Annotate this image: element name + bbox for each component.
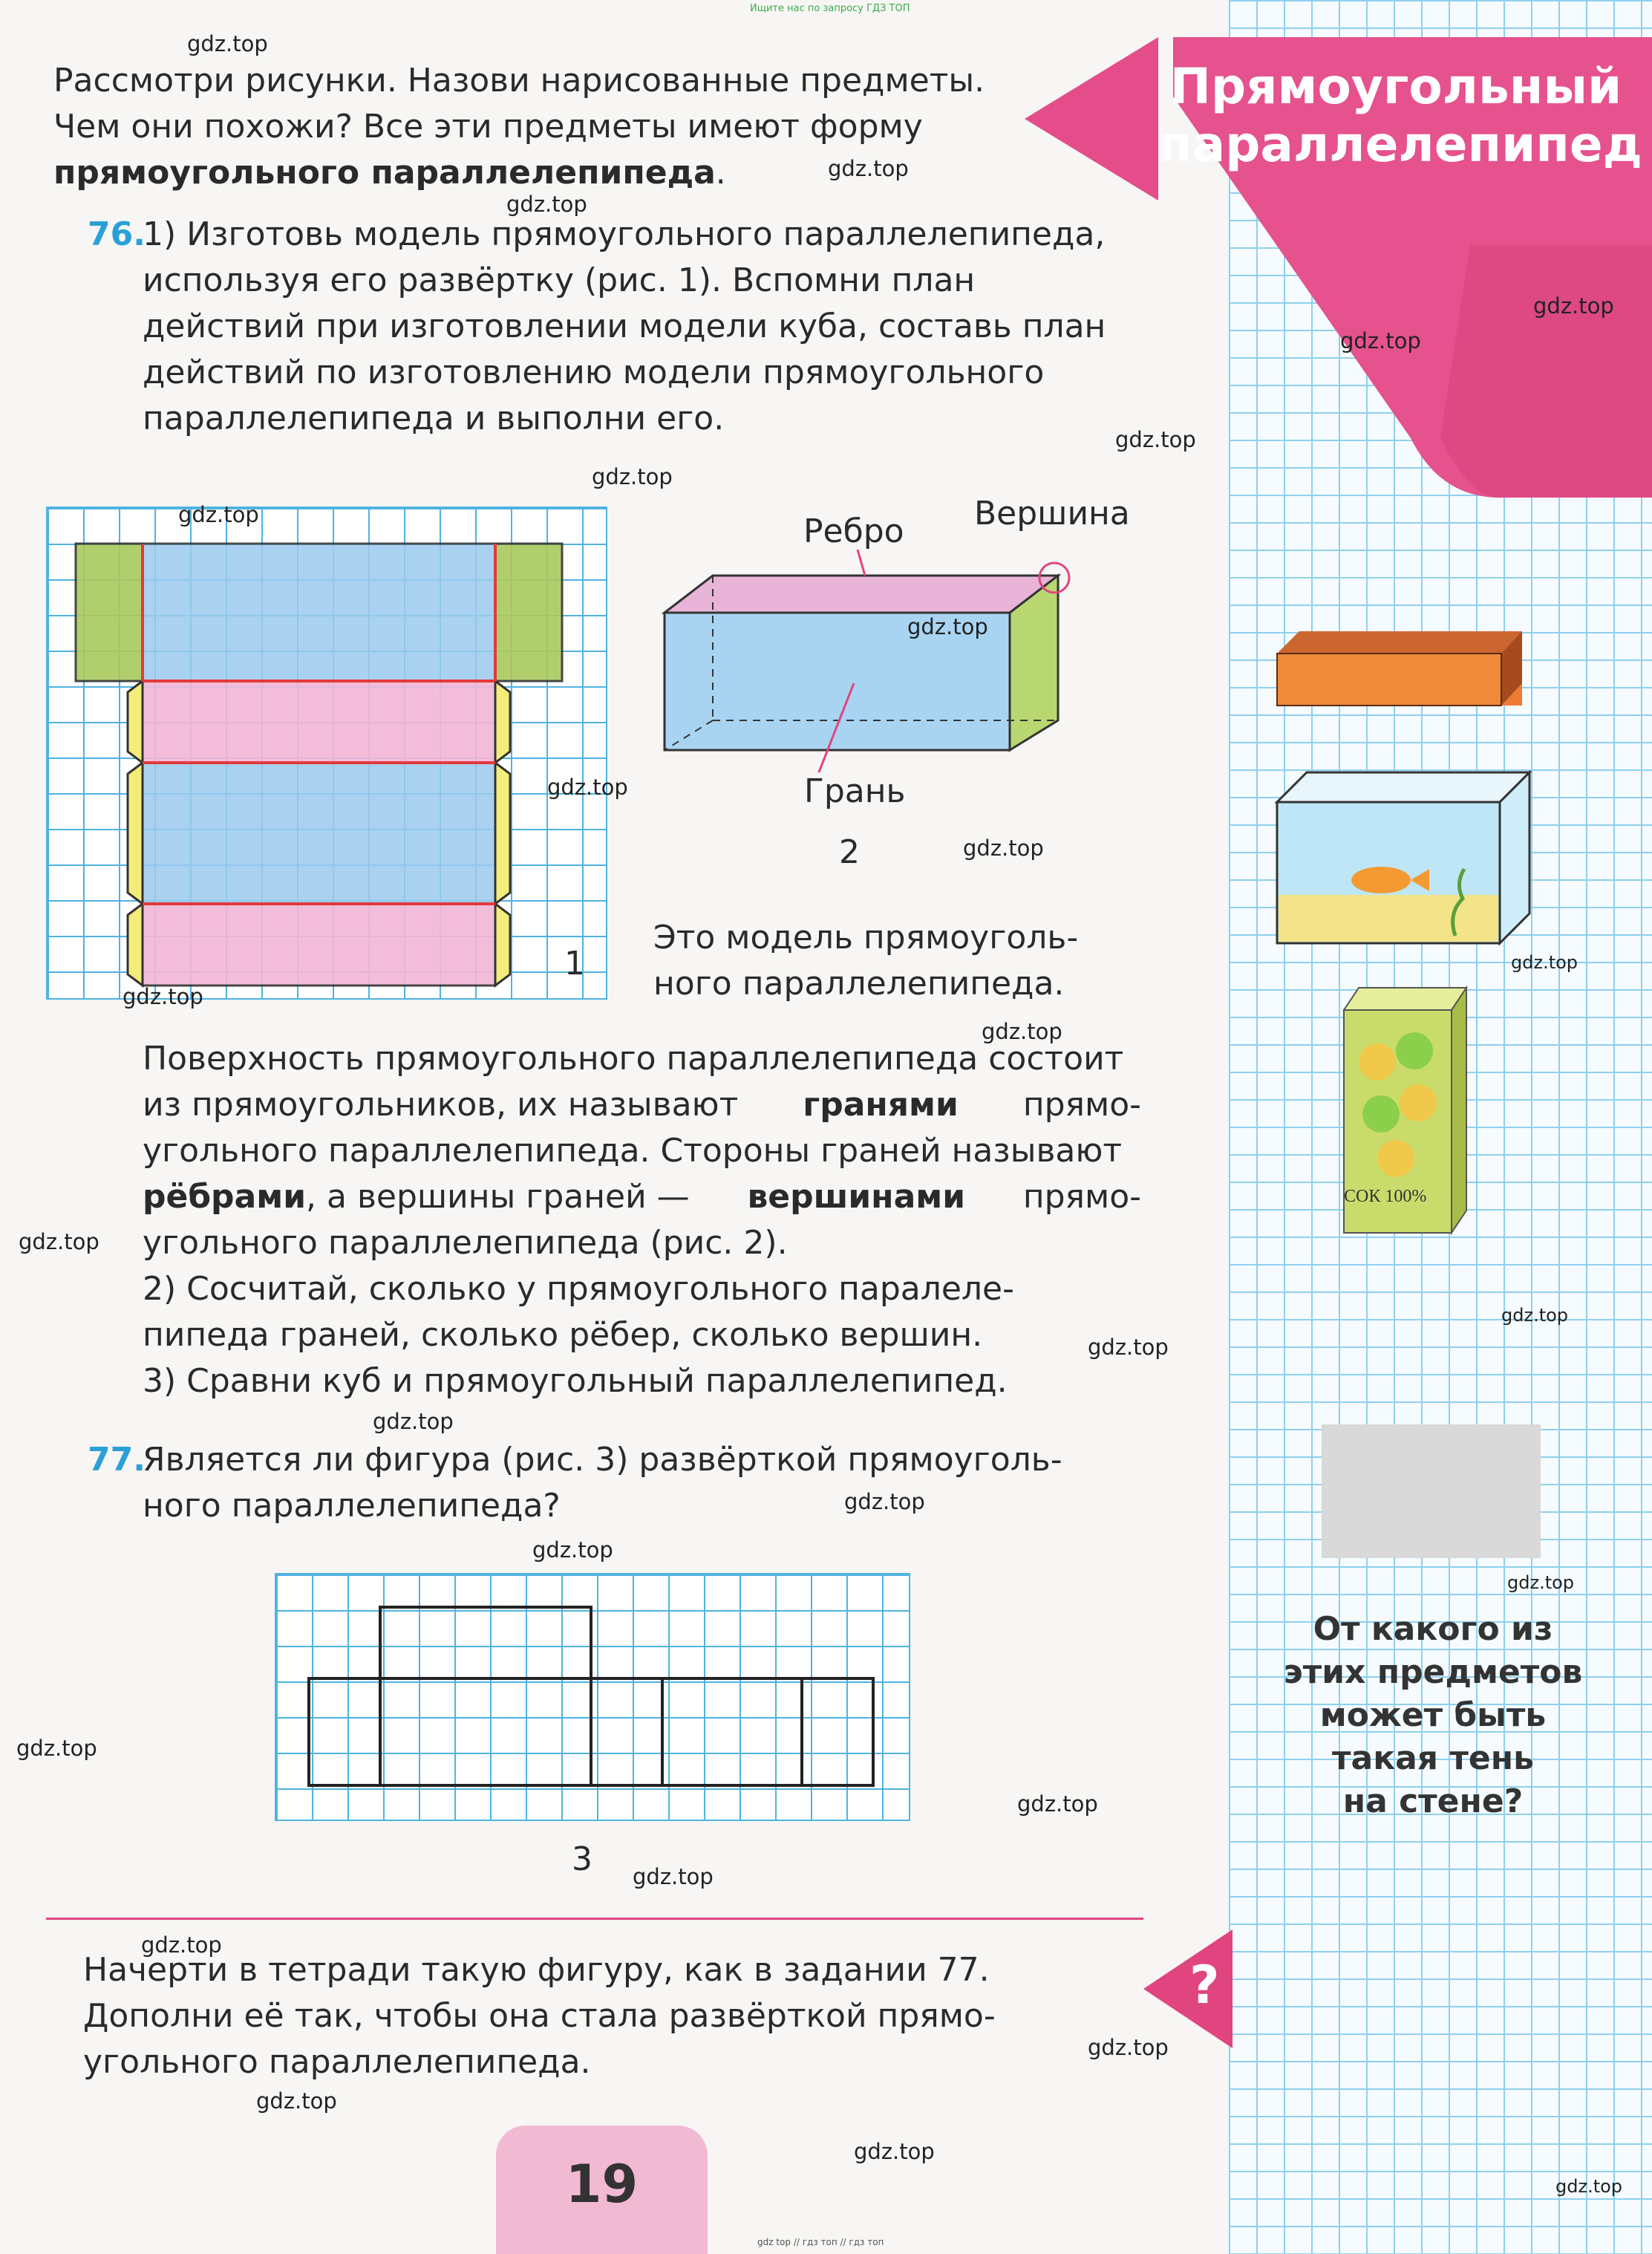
watermark: gdz.top: [963, 836, 1044, 861]
watermark: gdz.top: [1088, 1335, 1169, 1360]
bottom-note: gdz top // гдз топ // гдз топ: [757, 2237, 884, 2247]
task-76-line: действий при изготовлении модели куба, составь план: [143, 307, 1106, 345]
figure-2-label: 2: [839, 833, 860, 871]
aquarium-icon: [1270, 765, 1537, 951]
footer-task: [83, 1947, 1108, 2085]
term-vertices: вершинами: [747, 1178, 966, 1216]
model-caption-line: ного параллелепипеда.: [653, 965, 1065, 1003]
surface-line-8: 3) Сравни куб и прямоугольный параллелепипед.: [143, 1362, 1008, 1400]
task-77-line-2: ного параллелепипеда?: [143, 1487, 561, 1525]
footer-line-2: Дополни её так, чтобы она стала развёрткой прямо-: [83, 1997, 996, 2035]
juice-label: СОК 100%: [1344, 1187, 1427, 1206]
section-title: [1158, 58, 1642, 174]
sidebar-question-line: на стене?: [1342, 1782, 1524, 1820]
figure-3-shape: [275, 1573, 913, 1825]
model-caption-line: Это модель прямоуголь-: [653, 919, 1079, 957]
task-77-text: [143, 1437, 1141, 1529]
footer-line-1: Начерти в тетради такую фигуру, как в задании 77.: [83, 1951, 990, 1989]
watermark: gdz.top: [141, 1932, 222, 1958]
watermark: gdz.top: [1507, 1572, 1575, 1593]
figure-1-label: 1: [564, 945, 585, 983]
sidebar-question-line: такая тень: [1332, 1739, 1534, 1777]
watermark: gdz.top: [187, 31, 268, 56]
watermark: gdz.top: [178, 502, 259, 527]
footer-divider: [46, 1918, 1143, 1920]
watermark: gdz.top: [1511, 952, 1578, 973]
watermark: gdz.top: [907, 614, 988, 639]
task-76-line: параллелепипеда и выполни его.: [143, 400, 725, 437]
face-label: Грань: [804, 772, 906, 810]
watermark: gdz.top: [1115, 427, 1196, 452]
term-edges: рёбрами: [143, 1178, 307, 1216]
watermark: gdz.top: [19, 1229, 99, 1254]
task-76-line: действий по изготовлению модели прямоугольного: [143, 354, 1045, 391]
surface-line-2c: прямо-: [1022, 1086, 1141, 1124]
intro-bold-term: прямоугольного параллелепипеда: [53, 154, 716, 192]
surface-line-4b: , а вершины граней —: [306, 1178, 690, 1216]
sidebar-question-line: этих предметов: [1283, 1653, 1583, 1691]
watermark: gdz.top: [854, 2139, 935, 2164]
watermark: gdz.top: [123, 984, 203, 1009]
task-76-number: 76.: [88, 215, 146, 253]
watermark: gdz.top: [1555, 2176, 1623, 2197]
shadow-rectangle: [1322, 1424, 1541, 1558]
brick-icon: [1270, 624, 1529, 713]
surface-line-3: угольного параллелепипеда. Стороны граней называют: [143, 1132, 1123, 1170]
figure-3-label: 3: [572, 1840, 592, 1878]
watermark: gdz.top: [844, 1489, 925, 1514]
watermark: gdz.top: [1533, 293, 1614, 319]
surface-line-2a: из прямоугольников, их называют: [143, 1086, 739, 1124]
watermark: gdz.top: [256, 2088, 337, 2114]
watermark: gdz.top: [633, 1864, 714, 1889]
watermark: gdz.top: [547, 775, 628, 800]
watermark: gdz.top: [1088, 2035, 1169, 2060]
watermark: gdz.top: [16, 1736, 97, 1761]
model-caption: [653, 915, 1143, 1007]
term-faces: гранями: [803, 1086, 959, 1124]
sidebar-question-line: может быть: [1319, 1696, 1547, 1734]
task-77-number: 77.: [88, 1441, 146, 1479]
footer-line-3: угольного параллелепипеда.: [83, 2043, 591, 2081]
figure-2-box: [653, 550, 1084, 772]
question-mark-icon: ?: [1189, 1955, 1220, 2016]
task-77-line-1: Является ли фигура (рис. 3) развёрткой прямоуголь-: [143, 1441, 1062, 1479]
title-line-1: Прямоугольный: [1169, 58, 1622, 115]
surface-line-1: Поверхность прямоугольного параллелепипеда состоит: [143, 1040, 1124, 1078]
watermark: gdz.top: [828, 156, 909, 181]
surface-paragraph: [143, 1036, 1141, 1404]
intro-line-2: Чем они похожи? Все эти предметы имеют форму: [53, 108, 923, 146]
sidebar-question-line: От какого из: [1313, 1610, 1553, 1648]
sidebar-question: [1262, 1608, 1604, 1823]
task-76-text: [143, 212, 1141, 442]
task-76-line: используя его развёртку (рис. 1). Вспомни план: [143, 261, 976, 299]
watermark: gdz.top: [373, 1409, 454, 1434]
watermark: gdz.top: [1501, 1305, 1569, 1326]
intro-line-1: Рассмотри рисунки. Назови нарисованные предметы.: [53, 62, 985, 100]
figure-1-net: [46, 507, 610, 1004]
vertex-label: Вершина: [974, 495, 1130, 532]
surface-line-4d: прямо-: [1022, 1178, 1141, 1216]
surface-line-6: 2) Сосчитай, сколько у прямоугольного паралеле-: [143, 1270, 1014, 1308]
watermark: gdz.top: [506, 192, 587, 217]
watermark: gdz.top: [1017, 1791, 1098, 1817]
top-note: Ищите нас по запросу ГДЗ ТОП: [750, 3, 910, 14]
surface-line-5: угольного параллелепипеда (рис. 2).: [143, 1224, 788, 1262]
page-number: 19: [565, 2154, 639, 2215]
intro-end: .: [715, 154, 726, 192]
edge-label: Ребро: [803, 512, 904, 550]
watermark: gdz.top: [982, 1019, 1062, 1044]
watermark: gdz.top: [592, 464, 673, 489]
title-line-2: параллелепипед: [1158, 116, 1642, 173]
watermark: gdz.top: [532, 1537, 613, 1563]
surface-line-7: пипеда граней, сколько рёбер, сколько вершин.: [143, 1316, 983, 1354]
task-76-line: 1) Изготовь модель прямоугольного параллелепипеда,: [143, 215, 1106, 253]
watermark: gdz.top: [1340, 328, 1421, 354]
